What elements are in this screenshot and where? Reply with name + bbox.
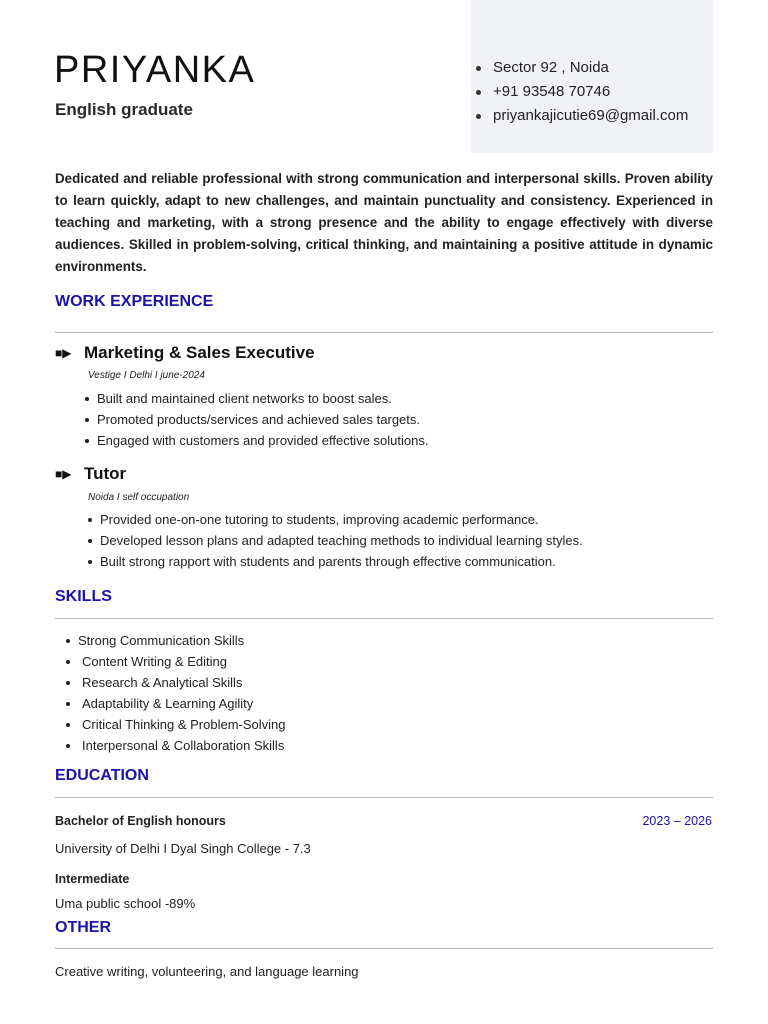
list-item: Engaged with customers and provided effective solutions. — [82, 430, 428, 451]
education-years: 2023 – 2026 — [642, 814, 712, 828]
candidate-name: PRIYANKA — [54, 49, 256, 91]
education-degree: Bachelor of English honours — [55, 814, 226, 828]
contact-email: priyankajicutie69@gmail.com — [471, 104, 688, 128]
skill-item: Research & Analytical Skills — [63, 672, 286, 693]
skill-item: Interpersonal & Collaboration Skills — [63, 735, 286, 756]
section-divider — [55, 332, 713, 333]
other-text: Creative writing, volunteering, and language learning — [55, 964, 359, 979]
section-heading-work-experience: WORK EXPERIENCE — [55, 293, 214, 310]
job-title-tutor — [55, 464, 126, 484]
skill-item: Content Writing & Editing — [63, 651, 286, 672]
contact-address: Sector 92 , Noida — [471, 56, 688, 80]
section-heading-other: OTHER — [55, 919, 111, 936]
skill-item: Critical Thinking & Problem-Solving — [63, 714, 286, 735]
tag-icon: ■▶ — [55, 467, 72, 481]
job-title-marketing — [55, 343, 315, 363]
section-heading-skills: SKILLS — [55, 588, 112, 605]
contact-list — [471, 56, 688, 128]
job-bullets — [85, 509, 583, 572]
tag-icon: ■▶ — [55, 346, 72, 360]
section-heading-education: EDUCATION — [55, 767, 149, 784]
section-divider — [55, 948, 713, 949]
list-item: Promoted products/services and achieved sales targets. — [82, 409, 428, 430]
section-divider — [55, 797, 713, 798]
skill-item: Strong Communication Skills — [63, 630, 286, 651]
education-institution: Uma public school -89% — [55, 896, 196, 911]
candidate-subtitle: English graduate — [55, 100, 193, 119]
list-item: Built and maintained client networks to boost sales. — [82, 388, 428, 409]
education-institution: University of Delhi I Dyal Singh College - 7.3 — [55, 841, 311, 856]
job-meta: Vestige I Delhi I june-2024 — [88, 370, 205, 381]
job-title-text: Marketing & Sales Executive — [84, 343, 315, 362]
skill-item: Adaptability & Learning Agility — [63, 693, 286, 714]
job-meta: Noida I self occupation — [88, 492, 190, 503]
list-item: Provided one-on-one tutoring to students, improving academic performance. — [85, 509, 583, 530]
education-degree: Intermediate — [55, 872, 130, 886]
list-item: Developed lesson plans and adapted teaching methods to individual learning styles. — [85, 530, 583, 551]
contact-panel — [471, 0, 713, 153]
job-title-text: Tutor — [84, 464, 127, 483]
job-bullets — [82, 388, 428, 451]
list-item: Built strong rapport with students and parents through effective communication. — [85, 551, 583, 572]
skills-list — [63, 630, 286, 756]
section-divider — [55, 618, 713, 619]
contact-phone: +91 93548 70746 — [471, 80, 688, 104]
professional-summary: Dedicated and reliable professional with strong communication and interpersonal skills. Proven ability to learn quickly, adapt to new challenges, and maintain punctuality and consistency. Experienced in teaching and marketing, with a strong presence and the ability to engage effectively with diverse audiences. Skilled in problem-solving, critical thinking, and maintaining a positive attitude in dynamic environments. — [55, 171, 713, 274]
